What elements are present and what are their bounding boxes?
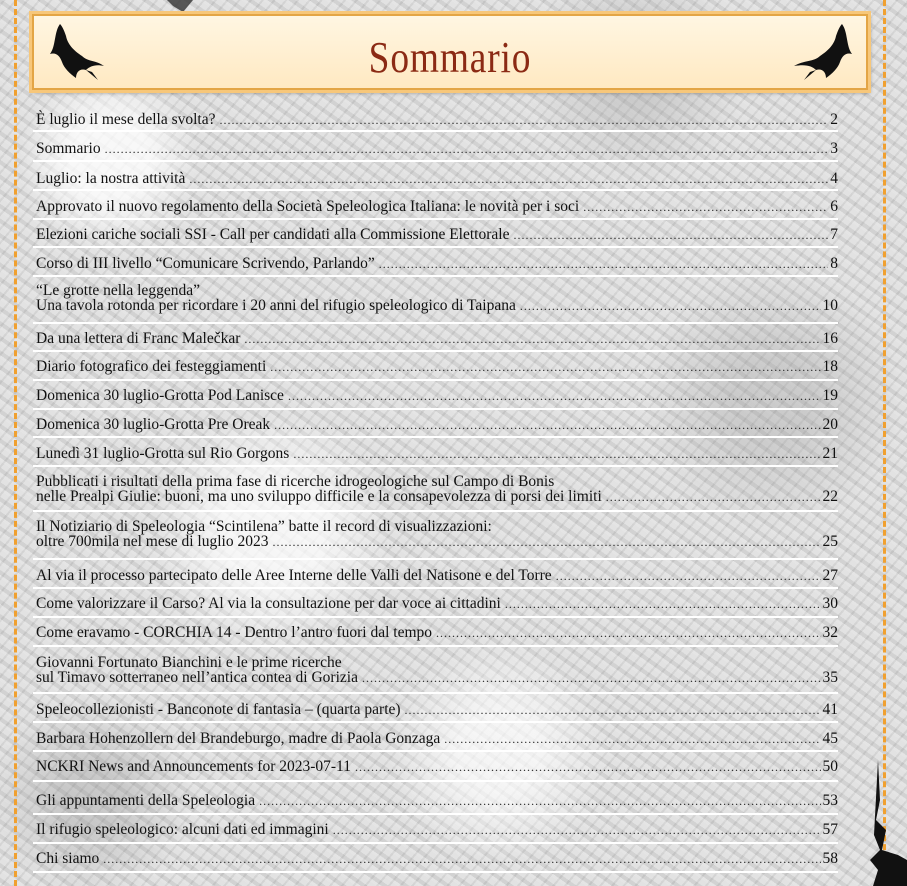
toc-page-number: 53: [822, 792, 838, 809]
toc-entry-title: “Le grotte nella leggenda”: [36, 282, 200, 299]
top-decoration-icon: [165, 0, 195, 14]
toc-entry-line: [36, 256, 838, 272]
toc-entry[interactable]: [36, 227, 838, 243]
toc-entry[interactable]: [36, 822, 838, 838]
dot-leader: [270, 360, 820, 375]
toc-entry-title: Giovanni Fortunato Bianchini e le prime ricerche: [36, 654, 342, 671]
toc-entry-title: Sommario: [36, 140, 101, 157]
toc-entry-title: Come eravamo - CORCHIA 14 - Dentro l’antro fuori dal tempo: [36, 624, 433, 641]
toc-page-number: 16: [822, 330, 838, 347]
toc-entry-line: [36, 474, 838, 489]
row-divider: [33, 246, 838, 248]
toc-entry-line: [36, 596, 838, 612]
toc-entry-title: Il Notiziario di Speleologia “Scintilena” batte il record di visualizzazioni:: [36, 518, 492, 535]
toc-page-number: 50: [822, 758, 838, 775]
row-divider: [33, 189, 838, 191]
toc-entry-title: Come valorizzare il Carso? Al via la consultazione per dar voce ai cittadini: [36, 595, 501, 612]
toc-page-number: 2: [830, 111, 838, 128]
toc-entry-title: Elezioni cariche sociali SSI - Call per candidati alla Commissione Elettorale: [36, 226, 510, 243]
toc-page-number: 4: [830, 170, 838, 187]
toc-entry[interactable]: [36, 596, 838, 612]
page-title: Sommario: [368, 33, 532, 82]
toc-entry-line: [36, 759, 838, 775]
toc-page-number: 45: [822, 730, 838, 747]
toc-entry[interactable]: [36, 655, 838, 686]
row-divider: [33, 275, 838, 277]
dot-leader: [444, 732, 820, 747]
toc-entry-line: [36, 171, 838, 187]
dot-leader: [583, 200, 828, 215]
toc-page-number: 27: [822, 567, 838, 584]
toc-entry-title: Corso di III livello “Comunicare Scrivendo, Parlando”: [36, 255, 375, 272]
toc-entry[interactable]: [36, 112, 838, 128]
toc-entry-line: [36, 731, 838, 747]
toc-entry-title: Una tavola rotonda per ricordare i 20 anni del rifugio speleologico di Taipana: [36, 297, 516, 314]
toc-entry-title: Pubblicati i risultati della prima fase di ricerche idrogeologiche sul Campo di Bonis: [36, 473, 555, 490]
dot-leader: [105, 142, 829, 157]
toc-page-number: 8: [830, 255, 838, 272]
toc-entry-line: [36, 359, 838, 375]
toc-page-number: 3: [830, 140, 838, 157]
row-divider: [33, 379, 838, 381]
dot-leader: [505, 597, 821, 612]
toc-page-number: 58: [822, 850, 838, 867]
dot-leader: [272, 535, 820, 550]
dot-leader: [520, 299, 821, 314]
toc-entry[interactable]: [36, 283, 838, 314]
bottom-right-decoration-icon: [868, 760, 907, 886]
toc-entry-line: [36, 331, 838, 347]
row-divider: [33, 465, 838, 467]
dot-leader: [436, 626, 820, 641]
toc-entry-line: [36, 388, 838, 404]
toc-entry-line: [36, 298, 838, 314]
toc-entry-title: NCKRI News and Announcements for 2023-07-11: [36, 758, 351, 775]
toc-page-number: 35: [822, 669, 838, 686]
toc-entry-line: [36, 489, 838, 505]
dot-leader: [288, 389, 821, 404]
toc-entry-line: [36, 702, 838, 718]
toc-entry[interactable]: [36, 331, 838, 347]
toc-entry-line: [36, 655, 838, 670]
toc-page-number: 30: [822, 595, 838, 612]
toc-page-number: 25: [822, 533, 838, 550]
row-divider: [33, 616, 838, 618]
row-divider: [33, 842, 838, 844]
toc-entry-line: [36, 851, 838, 867]
row-divider: [33, 558, 838, 560]
toc-entry[interactable]: [36, 171, 838, 187]
dot-leader: [355, 760, 821, 775]
toc-page-number: 21: [822, 445, 838, 462]
row-divider: [33, 130, 838, 132]
toc-entry-title: Domenica 30 luglio-Grotta Pod Lanisce: [36, 387, 284, 404]
toc-entry[interactable]: [36, 199, 838, 215]
toc-entry-line: [36, 112, 838, 128]
dot-leader: [513, 228, 828, 243]
bat-icon: [786, 22, 856, 84]
toc-page-number: 41: [822, 701, 838, 718]
toc-entry[interactable]: [36, 625, 838, 641]
dot-leader: [362, 671, 821, 686]
row-divider: [33, 813, 838, 815]
toc-entry[interactable]: [36, 519, 838, 550]
row-divider: [33, 322, 838, 324]
left-dashed-border: [14, 0, 17, 886]
toc-entry[interactable]: [36, 851, 838, 867]
toc-entry-line: [36, 625, 838, 641]
toc-entry-title: Domenica 30 luglio-Grotta Pre Oreak: [36, 416, 271, 433]
dot-leader: [259, 794, 820, 809]
row-divider: [33, 587, 838, 589]
dot-leader: [103, 852, 820, 867]
toc-entry-line: [36, 670, 838, 686]
toc-entry[interactable]: [36, 568, 838, 584]
toc-entry-title: Barbara Hohenzollern del Brandeburgo, madre di Paola Gonzaga: [36, 730, 441, 747]
row-divider: [33, 218, 838, 220]
toc-page-number: 32: [822, 624, 838, 641]
toc-entry-title: Al via il processo partecipato delle Aree Interne delle Valli del Natisone e del Torre: [36, 567, 552, 584]
toc-entry[interactable]: [36, 388, 838, 404]
toc-page-number: 10: [822, 297, 838, 314]
dot-leader: [405, 703, 821, 718]
toc-entry-title: È luglio il mese della svolta?: [36, 111, 216, 128]
toc-entry-line: [36, 227, 838, 243]
row-divider: [33, 160, 838, 162]
toc-page-number: 57: [822, 821, 838, 838]
toc-page-number: 6: [830, 198, 838, 215]
toc-entry-line: [36, 446, 838, 462]
dot-leader: [606, 490, 821, 505]
toc-entry-title: Speleocollezionisti - Banconote di fantasia – (quarta parte): [36, 701, 401, 718]
toc-page-number: 22: [822, 488, 838, 505]
row-divider: [33, 645, 838, 647]
row-divider: [33, 408, 838, 410]
dot-leader: [220, 113, 829, 128]
toc-entry[interactable]: [36, 359, 838, 375]
row-divider: [33, 750, 838, 752]
row-divider: [33, 721, 838, 723]
toc-entry-title: Approvato il nuovo regolamento della Società Speleologica Italiana: le novità per i soci: [36, 198, 580, 215]
toc-entry[interactable]: [36, 793, 838, 809]
toc-entry-title: Il rifugio speleologico: alcuni dati ed immagini: [36, 821, 329, 838]
dot-leader: [293, 447, 820, 462]
toc-entry-title: sul Timavo sotterraneo nell’antica contea di Gorizia: [36, 669, 358, 686]
toc-page-number: 7: [830, 226, 838, 243]
toc-entry-line: [36, 417, 838, 433]
right-dashed-border: [883, 0, 886, 886]
toc-entry[interactable]: [36, 417, 838, 433]
toc-entry[interactable]: [36, 446, 838, 462]
dot-leader: [556, 569, 821, 584]
toc-entry-line: [36, 534, 838, 550]
toc-page-number: 18: [822, 358, 838, 375]
dot-leader: [274, 418, 820, 433]
toc-entry-line: [36, 519, 838, 534]
toc-entry-title: Lunedì 31 luglio-Grotta sul Rio Gorgons: [36, 445, 290, 462]
toc-entry-title: Chi siamo: [36, 850, 100, 867]
dot-leader: [189, 172, 828, 187]
title-banner: [32, 14, 868, 90]
toc-entry[interactable]: [36, 256, 838, 272]
row-divider: [33, 436, 838, 438]
toc-entry[interactable]: [36, 702, 838, 718]
toc-entry[interactable]: [36, 141, 838, 157]
toc-entry-title: Luglio: la nostra attività: [36, 170, 186, 187]
toc-entry[interactable]: [36, 474, 838, 505]
toc-entry-title: Diario fotografico dei festeggiamenti: [36, 358, 267, 375]
dot-leader: [244, 332, 820, 347]
toc-entry-line: [36, 199, 838, 215]
toc-entry-line: [36, 141, 838, 157]
toc-entry-title: oltre 700mila nel mese di luglio 2023: [36, 533, 269, 550]
dot-leader: [333, 823, 821, 838]
toc-entry-title: nelle Prealpi Giulie: buoni, ma uno sviluppo difficile e la consapevolezza di porsi dei limiti: [36, 488, 602, 505]
toc-page-number: 20: [822, 416, 838, 433]
toc-entry[interactable]: [36, 731, 838, 747]
row-divider: [33, 350, 838, 352]
row-divider: [33, 780, 838, 782]
dot-leader: [379, 257, 828, 272]
toc-entry-title: Da una lettera di Franc Malečkar: [36, 330, 241, 347]
toc-entry-line: [36, 283, 838, 298]
row-divider: [33, 692, 838, 694]
toc-entry-line: [36, 822, 838, 838]
toc-entry[interactable]: [36, 759, 838, 775]
toc-entry-line: [36, 793, 838, 809]
toc-entry-title: Gli appuntamenti della Speleologia: [36, 792, 256, 809]
toc-entry-line: [36, 568, 838, 584]
row-divider: [33, 871, 838, 873]
toc-page-number: 19: [822, 387, 838, 404]
row-divider: [33, 510, 838, 512]
